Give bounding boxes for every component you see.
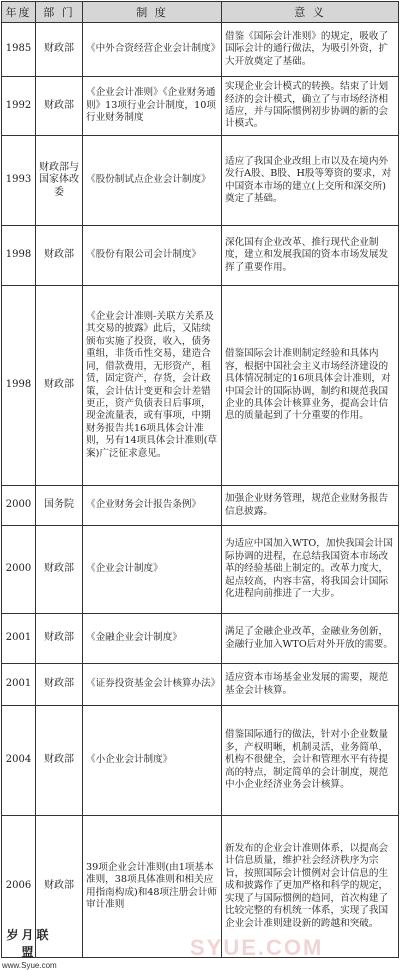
system-cell: 《企业财务会计报告条例》 (83, 486, 222, 526)
site-watermark (2, 926, 56, 970)
dept-cell: 财政部 (36, 526, 83, 614)
meaning-cell: 新发布的企业会计准则体系，以提高会计信息质量，维护社会经济秩序为宗旨，按照国际会计惯例对会计信息的生成和披露作了更加严格和科学的规定，实现了与国际惯例的趋同，首次构建了比较完整的有机统一体系，实现了我国企业会计准则建设新的跨越和突破。 (222, 816, 399, 958)
year-cell: 1998 (2, 226, 36, 286)
system-cell: 39项企业会计准则(由1项基本准则，38项具体准则和相关应用指南构成)和48项注册会计师审计准则 (83, 816, 222, 958)
year-cell: 2001 (2, 664, 36, 706)
meaning-cell: 满足了金融企业改革，金融业务创新，金融行业加入WTO后对外开放的需要。 (222, 614, 399, 664)
watermark-url: www.Syue.com (2, 961, 57, 970)
meaning-cell: 借鉴国际会计准则制定经验和具体内容，根据中国社会主义市场经济建设的具体情况制定的16项具体会计准则，对中国会计的国际协调，制约和规范我国企业的具体会计核算业务，提高会计信息的质量起到了十分重要的作用。 (222, 286, 399, 486)
accounting-system-table (1, 1, 399, 958)
dept-cell: 国务院 (36, 486, 83, 526)
header-year: 年度 (2, 2, 36, 23)
system-cell: 《股份制试点企业会计制度》 (83, 136, 222, 226)
year-cell: 1993 (2, 136, 36, 226)
dept-cell: 财政部 (36, 816, 83, 958)
year-cell: 2000 (2, 486, 36, 526)
dept-cell: 财政部 (36, 706, 83, 816)
system-cell: 《企业会计制度》 (83, 526, 222, 614)
dept-cell: 财政部 (36, 614, 83, 664)
system-cell: 《金融企业会计制度》 (83, 614, 222, 664)
meaning-cell: 深化国有企业改革、推行现代企业制度，建立和发展我国的资本市场发展发挥了重要作用。 (222, 226, 399, 286)
meaning-cell: 适应了我国企业改组上市以及在境内外发行A股、B股、H股等筹资的要求，对中国资本市场的建立(上交所和深交所)奠定了基础。 (222, 136, 399, 226)
year-cell: 2001 (2, 614, 36, 664)
dept-cell: 财政部 (36, 226, 83, 286)
meaning-cell: 借鉴国际通行的做法，针对小企业数量多，产权明晰，机制灵活，业务简单，机构不很健全，会计和管理水平有待提高的特点，制定简单的会计制度，规范中小企业经济业务会计核算。 (222, 706, 399, 816)
dept-cell: 财政部 (36, 286, 83, 486)
table-header-row (2, 2, 399, 23)
system-cell: 《股份有限公司会计制度》 (83, 226, 222, 286)
table-row (2, 526, 399, 614)
system-cell: 《企业会计准则》《企业财务通则》13项行业会计制度，10项行业财务制度 (83, 77, 222, 136)
table-row (2, 286, 399, 486)
year-cell: 2006 (2, 816, 36, 958)
year-cell: 1998 (2, 286, 36, 486)
dept-cell: 财政部 (36, 664, 83, 706)
table-row (2, 614, 399, 664)
table-row (2, 23, 399, 77)
dept-cell: 财政部与国家体改委 (36, 136, 83, 226)
system-cell: 《中外合资经营企业会计制度》 (83, 23, 222, 77)
faint-watermark: SYUE.COM (190, 935, 324, 960)
meaning-cell: 借鉴《国际会计准则》的规定，吸收了国际会计的通行做法，为吸引外资，扩大开放奠定了基础。 (222, 23, 399, 77)
header-dept: 部 门 (36, 2, 83, 23)
meaning-cell: 适应资本市场基金业发展的需要，规范基金会计核算。 (222, 664, 399, 706)
table-row (2, 706, 399, 816)
dept-cell: 财政部 (36, 77, 83, 136)
table-row (2, 77, 399, 136)
system-cell: 《小企业会计制度》 (83, 706, 222, 816)
meaning-cell: 实现企业会计模式的转换。结束了计划经济的会计模式，确立了与市场经济相适应，并与国际惯例初步协调的新的会计模式。 (222, 77, 399, 136)
year-cell: 1992 (2, 77, 36, 136)
header-meaning: 意 义 (222, 2, 399, 23)
year-cell: 2000 (2, 526, 36, 614)
header-system: 制 度 (83, 2, 222, 23)
year-cell: 2004 (2, 706, 36, 816)
watermark-title: 岁月联盟 (6, 928, 52, 959)
year-cell: 1985 (2, 23, 36, 77)
table-row (2, 136, 399, 226)
meaning-cell: 加强企业财务管理，规范企业财务报告信息披露。 (222, 486, 399, 526)
dept-cell: 财政部 (36, 23, 83, 77)
table-row (2, 486, 399, 526)
table-row (2, 664, 399, 706)
system-cell: 《证券投资基金会计核算办法》 (83, 664, 222, 706)
system-cell: 《企业会计准则-关联方关系及其交易的披露》此后，又陆续颁布实施了投资，收入，债务重组，非货币性交易，建造合同，借款费用，无形资产，租赁，固定资产，存货，会计政策，会计估计变更和会计差错更正，资产负债表日后事项，现金流量表，或有事项，中期财务报告共16项具体会计准则，另有14项具体会计准则(草案)广泛征求意见。 (83, 286, 222, 486)
meaning-cell: 为适应中国加入WTO，加快我国会计国际协调的进程，在总结我国资本市场改革的经验基础上制定的。改革力度大，起点较高，内容丰富，将我国会计国际化进程向前推进了一大步。 (222, 526, 399, 614)
table-row (2, 226, 399, 286)
